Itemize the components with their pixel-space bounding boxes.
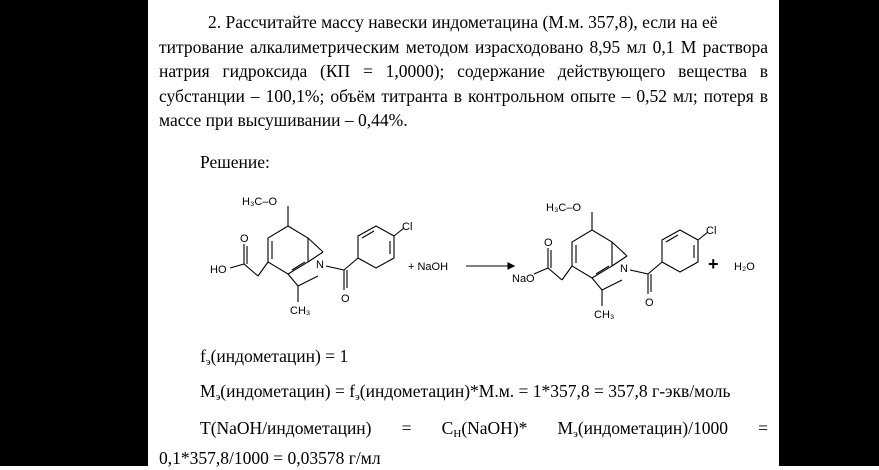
problem-line-4: вещества в субстанции – 100,1%; объём титранта в контрольном опыте – 0,52 <box>159 61 769 106</box>
reagent-naoh: + NaOH <box>408 261 449 273</box>
indomethacin-structure <box>210 196 412 317</box>
problem-line-3: раствора натрия гидроксида (КП = 1,0000); содержание действующего <box>159 36 768 81</box>
problem-statement <box>159 10 768 133</box>
titre-label: Т(NaOH/индометацин) <box>200 418 372 438</box>
nao-label: NaO <box>512 273 535 285</box>
plus-sign: + <box>708 254 719 274</box>
right-dark-margin <box>779 0 879 466</box>
ch3-left: CH₃ <box>290 305 311 317</box>
methoxy-left: H₃C–O <box>242 196 278 208</box>
solution-label: Решение: <box>200 152 270 172</box>
cl-left: Cl <box>402 221 413 233</box>
ch3-right: CH₃ <box>594 309 615 321</box>
document-page <box>148 0 779 466</box>
reaction-scheme <box>148 186 779 336</box>
cl-right: Cl <box>706 225 717 237</box>
molar-equivalent-line: $М_э(индометацин)$ = $f_э(индометацин)*М.м$. = 1*357,8 = 357,8 г-экв/моль <box>200 381 731 403</box>
indomethacin-sodium-structure <box>512 202 716 321</box>
problem-number: 2. <box>208 12 222 32</box>
problem-line-2: титрование алкалиметрическим методом израсходовано 8,95 мл 0,1 М <box>159 36 697 57</box>
titre-line: Т(NaOH/индометацин) = $C_H(NaOH)*$ $М_э(индометацин)/1000$ = 0,1*357,8/1000 = 0,03578 г/мл <box>159 418 768 468</box>
o-carbonyl-right-acid: O <box>544 237 553 249</box>
o-carbonyl-right-amide: O <box>645 297 654 309</box>
n-atom-right: N <box>620 263 628 275</box>
n-atom-left: N <box>316 259 324 271</box>
o-carbonyl-left-amide: O <box>341 293 350 305</box>
o-carbonyl-left-acid: O <box>240 233 249 245</box>
problem-line-1: Рассчитайте массу навески индометацина (М.м. 357,8), если на её <box>225 12 718 32</box>
arrow-head <box>508 263 514 269</box>
titre-result: 0,1*357,8/1000 = 0,03578 г/мл <box>159 448 381 468</box>
water-label: H₂O <box>734 261 755 273</box>
equivalence-factor-line: $f_э(индометацин) = 1$ <box>200 346 349 368</box>
problem-line-5: мл; потеря в массе при высушивании – 0,44%. <box>159 85 769 130</box>
left-dark-margin <box>0 0 148 466</box>
methoxy-right: H₃C–O <box>546 202 582 214</box>
ho-label: HO <box>210 264 227 276</box>
